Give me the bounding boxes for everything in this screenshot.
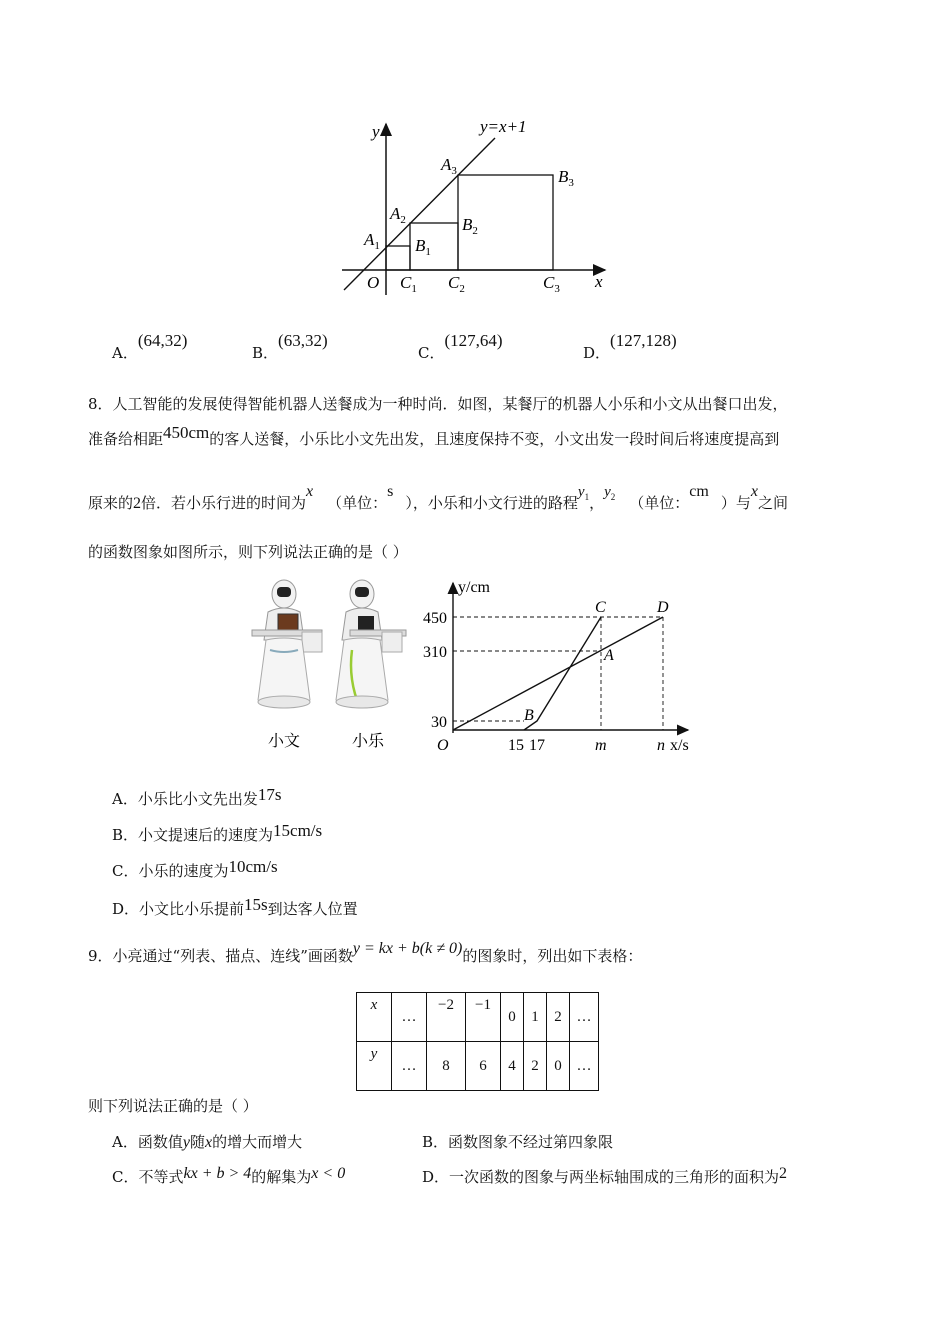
- table-cell: 0: [547, 1042, 570, 1091]
- table-cell: …: [392, 993, 427, 1042]
- table-cell: 8: [427, 1042, 466, 1091]
- distance-value: 450cm: [163, 423, 210, 442]
- option-text: 的解集为: [251, 1168, 312, 1186]
- label-B2: $B_2$: [462, 215, 478, 237]
- option-text: 到达客人位置: [267, 900, 358, 918]
- robot-xiaowen: [252, 580, 322, 708]
- option-math: y: [182, 1134, 190, 1151]
- figure-q7-staircase: [330, 110, 620, 300]
- axis-y-label: y: [372, 122, 380, 141]
- line-xiaowen: [524, 617, 601, 730]
- origin-label: O: [437, 737, 449, 754]
- option-value: (63,32): [278, 331, 328, 350]
- robot-xiaole: [336, 580, 406, 708]
- q9-option-b[interactable]: B．函数图象不经过第四象限: [422, 1133, 614, 1151]
- table-cell: 1: [524, 993, 547, 1042]
- label-B3: $B_3$: [558, 167, 574, 189]
- q9-option-d[interactable]: [422, 1166, 787, 1187]
- label-B1: $B_1$: [415, 236, 431, 258]
- option-text: B．小文提速后的速度为: [112, 826, 274, 844]
- label-C3: $C_3$: [543, 273, 560, 295]
- label-A2: $A_2$: [390, 204, 406, 226]
- line-label: y=x+1: [480, 117, 527, 136]
- option-value: (127,128): [610, 331, 677, 350]
- line-OD: [453, 617, 663, 730]
- table-cell: 0: [501, 993, 524, 1042]
- option-letter: A．: [112, 344, 138, 362]
- table-cell: …: [392, 1042, 427, 1091]
- option-value: (127,64): [444, 331, 503, 350]
- option-text: C．小乐的速度为: [112, 862, 229, 880]
- x-tick-17: 17: [529, 737, 545, 754]
- table-cell: −1: [466, 993, 501, 1042]
- q8-math: x: [750, 483, 758, 500]
- q9-prompt: 则下列说法正确的是（ ）: [88, 1097, 258, 1115]
- q7-option-c[interactable]: [418, 330, 503, 362]
- robot-label-xiaowen: 小文: [268, 731, 301, 750]
- option-text: C．不等式: [112, 1168, 184, 1186]
- q8-option-b[interactable]: [112, 821, 323, 845]
- y-axis-label: y/cm: [458, 579, 490, 596]
- line-y-x-plus-1: [344, 138, 495, 290]
- x-axis-label: x/s: [670, 737, 689, 754]
- axis-x-label: x: [595, 272, 603, 291]
- x-tick-15: 15: [508, 737, 524, 754]
- x-tick-n: n: [657, 737, 665, 754]
- square-1: [386, 246, 410, 270]
- option-text: 的增大而增大: [212, 1133, 303, 1151]
- q9-text: 9．小亮通过“列表、描点、连线”画函数: [88, 947, 353, 965]
- q9-function: y = kx + b(k ≠ 0): [352, 940, 463, 957]
- q8-option-d[interactable]: [112, 895, 358, 919]
- q9-stem: [88, 940, 643, 966]
- robot-label-xiaole: 小乐: [352, 731, 385, 750]
- x-tick-m: m: [595, 737, 607, 754]
- q8-text: （单位：: [327, 494, 388, 512]
- q8-text: 倍．若小乐行进的时间为: [141, 494, 307, 512]
- y-tick-310: 310: [423, 644, 447, 661]
- table-cell: 2: [524, 1042, 547, 1091]
- table-row: [357, 1042, 599, 1091]
- option-math: kx + b > 4: [183, 1165, 252, 1182]
- q9-text: 的图象时，列出如下表格：: [462, 947, 643, 965]
- q8-math: 2: [133, 495, 142, 512]
- label-A3: $A_3$: [441, 155, 457, 177]
- q8-math: x: [306, 483, 314, 500]
- q8-line-1: 8．人工智能的发展使得智能机器人送餐成为一种时尚．如图，某餐厅的机器人小乐和小文从出餐口出发，: [88, 395, 788, 413]
- table-cell: 6: [466, 1042, 501, 1091]
- q7-option-a[interactable]: [112, 330, 188, 362]
- option-math: x < 0: [311, 1165, 346, 1182]
- option-letter: C．: [418, 344, 445, 362]
- q8-option-c[interactable]: [112, 857, 278, 881]
- q8-option-a[interactable]: [112, 785, 282, 809]
- point-B: B: [524, 707, 534, 724]
- q8-line-2: [88, 423, 780, 449]
- option-letter: D．: [583, 344, 611, 362]
- origin-label: O: [367, 273, 380, 292]
- option-text: D．小文比小乐提前: [112, 900, 245, 918]
- point-A: A: [604, 647, 614, 664]
- y2-symbol: $y_2$: [604, 484, 616, 502]
- q8-line-3: [88, 483, 788, 514]
- q8-text: ），小乐和小文行进的路程: [405, 494, 578, 512]
- option-math: 10cm/s: [228, 857, 278, 876]
- q8-text: （单位：: [629, 494, 690, 512]
- robots-illustration: [240, 570, 420, 755]
- q8-text: 之间: [757, 494, 788, 512]
- option-math: 17s: [257, 785, 282, 804]
- q9-value-table: [356, 992, 599, 1091]
- y1-symbol: $y_1$: [577, 484, 590, 502]
- table-cell: 2: [547, 993, 570, 1042]
- table-cell: −2: [427, 993, 466, 1042]
- y-tick-450: 450: [423, 610, 447, 627]
- option-text: 随: [189, 1133, 205, 1151]
- q7-option-d[interactable]: [583, 330, 677, 362]
- q9-option-a[interactable]: [112, 1131, 302, 1152]
- option-math: 2: [779, 1165, 788, 1182]
- q8-math: cm: [689, 483, 709, 500]
- label-A1: $A_1$: [364, 230, 380, 252]
- table-row: [357, 993, 599, 1042]
- label-C2: $C_2$: [448, 273, 465, 295]
- q8-text: 的客人送餐，小乐比小文先出发，且速度保持不变，小文出发一段时间后将速度提高到: [209, 430, 780, 448]
- q9-option-c[interactable]: [112, 1166, 345, 1187]
- table-cell: 4: [501, 1042, 524, 1091]
- q8-text: 原来的: [88, 494, 134, 512]
- table-head-y: y: [357, 1042, 392, 1091]
- table-cell: …: [570, 1042, 599, 1091]
- option-text: A．函数值: [112, 1133, 183, 1151]
- point-D: D: [657, 599, 669, 616]
- q8-text: 准备给相距: [88, 430, 164, 448]
- point-C: C: [595, 599, 606, 616]
- q8-line-4: 的函数图象如图所示，则下列说法正确的是（ ）: [88, 543, 408, 561]
- option-letter: B．: [252, 344, 279, 362]
- y-tick-30: 30: [431, 714, 447, 731]
- table-head-x: x: [357, 993, 392, 1042]
- option-math: 15s: [244, 895, 268, 914]
- option-math: 15cm/s: [273, 821, 323, 840]
- q8-math: s: [387, 483, 394, 500]
- option-value: (64,32): [137, 331, 188, 350]
- option-math: x: [204, 1134, 213, 1151]
- q7-option-b[interactable]: [252, 330, 328, 362]
- option-text: A．小乐比小文先出发: [112, 790, 258, 808]
- q8-text: ）与: [720, 494, 751, 512]
- option-text: D．一次函数的图象与两坐标轴围成的三角形的面积为: [422, 1168, 780, 1186]
- label-C1: $C_1$: [400, 273, 417, 295]
- table-cell: …: [570, 993, 599, 1042]
- q8-text: ，: [589, 494, 605, 512]
- figure-q8-graph: [420, 575, 700, 755]
